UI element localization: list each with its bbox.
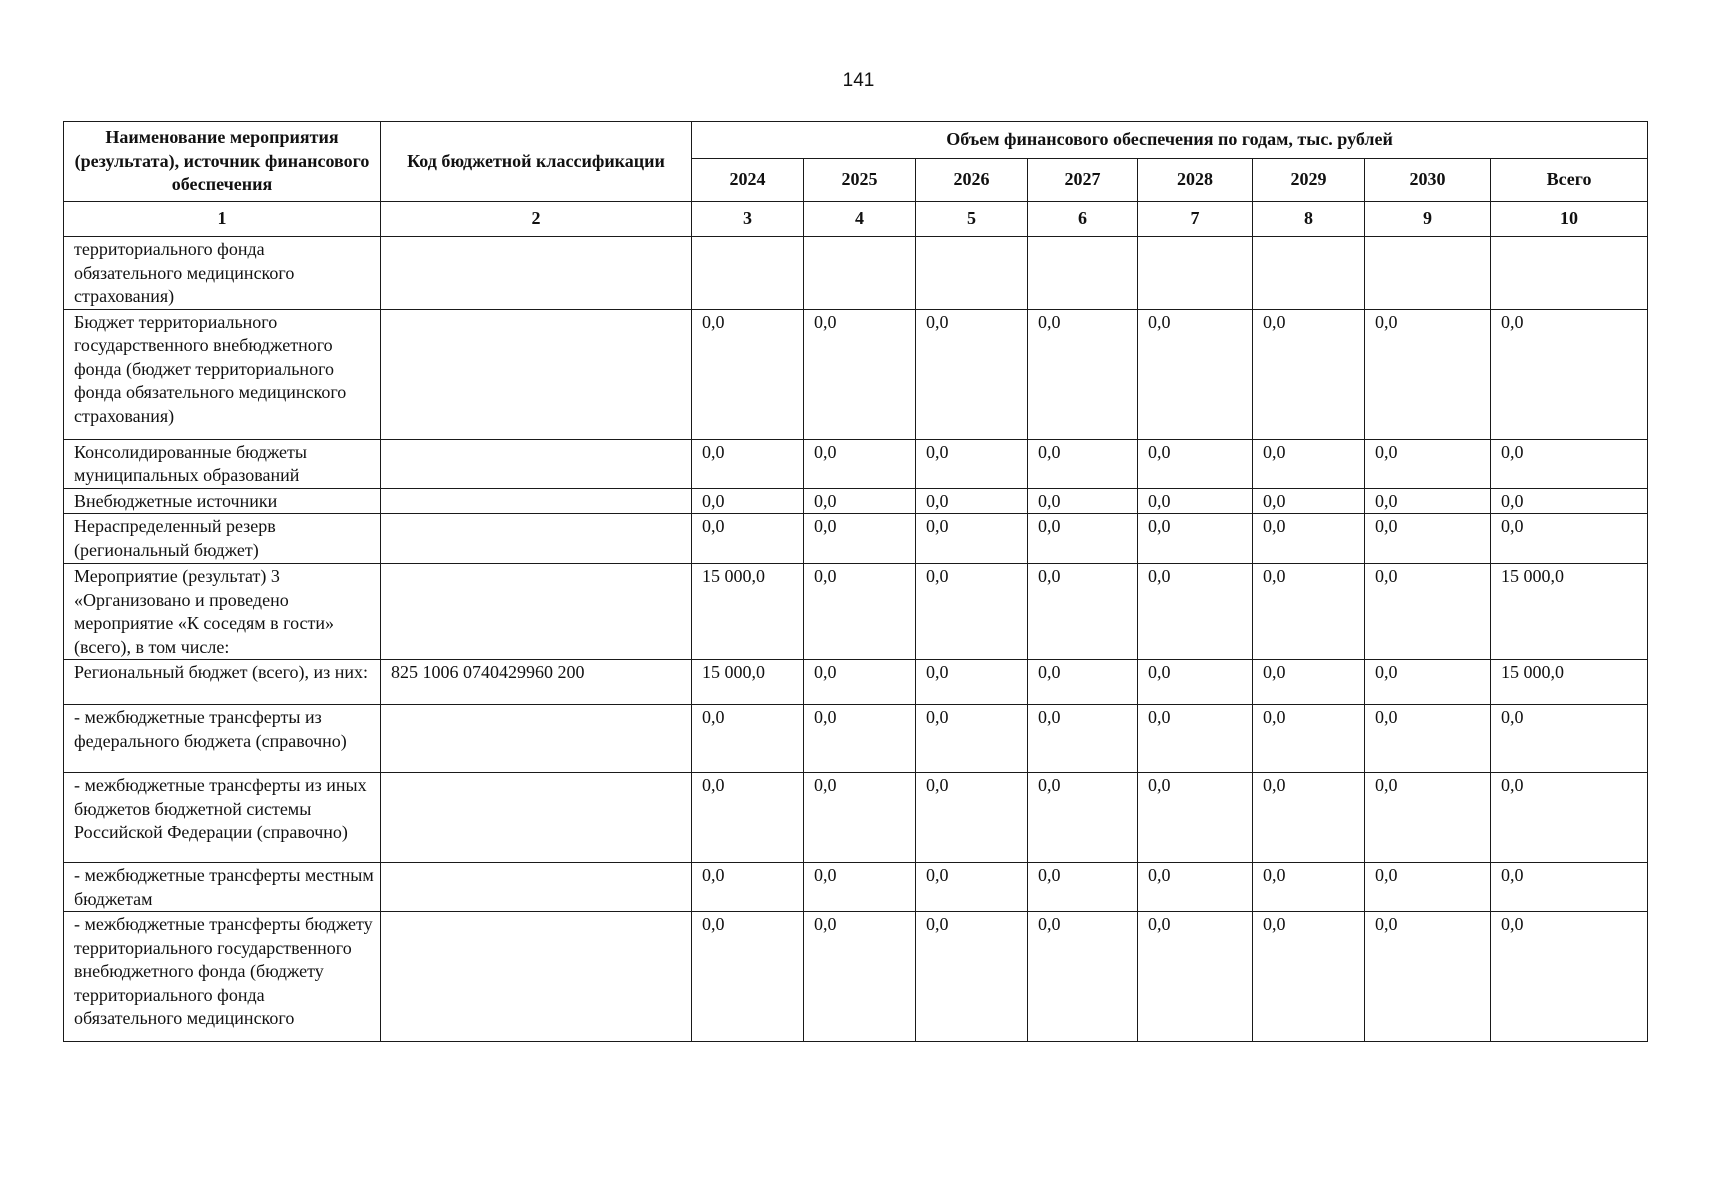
header-year: 2029	[1253, 159, 1365, 202]
row-value-year: 0,0	[1138, 488, 1253, 514]
row-value-year: 0,0	[1365, 660, 1491, 705]
row-value-year: 0,0	[692, 912, 804, 1042]
row-value-year: 0,0	[804, 514, 916, 564]
row-name: Бюджет территориального государственного внебюджетного фонда (бюджет территориального фонда обязательного медицинского страхования)	[64, 309, 381, 439]
row-value-year: 0,0	[1028, 564, 1138, 660]
table-row	[64, 514, 1648, 564]
row-value-year: 0,0	[1253, 514, 1365, 564]
header-year: 2024	[692, 159, 804, 202]
row-budget-code	[381, 705, 692, 773]
row-value-year: 0,0	[1028, 488, 1138, 514]
row-value-year	[1365, 237, 1491, 310]
row-value-total: 0,0	[1491, 439, 1648, 488]
row-value-year: 0,0	[1138, 309, 1253, 439]
row-value-year: 0,0	[1138, 564, 1253, 660]
row-value-total: 0,0	[1491, 912, 1648, 1042]
column-number: 5	[916, 202, 1028, 237]
row-value-year: 0,0	[1253, 863, 1365, 912]
row-value-total	[1491, 237, 1648, 310]
header-year: 2030	[1365, 159, 1491, 202]
table-row	[64, 439, 1648, 488]
row-value-year	[804, 237, 916, 310]
row-budget-code: 825 1006 0740429960 200	[381, 660, 692, 705]
row-value-year: 0,0	[692, 514, 804, 564]
column-number: 7	[1138, 202, 1253, 237]
row-value-total: 0,0	[1491, 705, 1648, 773]
row-name: - межбюджетные трансферты из федерального бюджета (справочно)	[64, 705, 381, 773]
header-code: Код бюджетной классификации	[381, 122, 692, 202]
row-value-year	[692, 237, 804, 310]
row-value-year: 0,0	[1365, 773, 1491, 863]
row-value-total: 0,0	[1491, 773, 1648, 863]
column-number-row	[64, 202, 1648, 237]
row-value-year: 0,0	[804, 660, 916, 705]
row-budget-code	[381, 863, 692, 912]
row-value-year: 0,0	[692, 309, 804, 439]
row-value-year: 0,0	[1138, 660, 1253, 705]
row-value-year: 0,0	[692, 439, 804, 488]
header-year: 2028	[1138, 159, 1253, 202]
row-value-year: 0,0	[1253, 912, 1365, 1042]
header-year: 2027	[1028, 159, 1138, 202]
row-value-year: 0,0	[1253, 705, 1365, 773]
row-value-year	[916, 237, 1028, 310]
row-value-year: 0,0	[1365, 439, 1491, 488]
row-name: Нераспределенный резерв (региональный бюджет)	[64, 514, 381, 564]
table-row	[64, 660, 1648, 705]
row-value-year: 0,0	[804, 912, 916, 1042]
row-value-year: 0,0	[1138, 773, 1253, 863]
table-row	[64, 237, 1648, 310]
table-row	[64, 564, 1648, 660]
row-name: - межбюджетные трансферты местным бюджетам	[64, 863, 381, 912]
row-value-year: 0,0	[1253, 309, 1365, 439]
row-value-year: 0,0	[916, 309, 1028, 439]
row-value-year: 0,0	[1365, 912, 1491, 1042]
row-value-year: 0,0	[1138, 705, 1253, 773]
row-value-year: 0,0	[804, 705, 916, 773]
row-value-year: 0,0	[916, 912, 1028, 1042]
row-name: Консолидированные бюджеты муниципальных образований	[64, 439, 381, 488]
row-value-year: 0,0	[1028, 705, 1138, 773]
header-year: 2026	[916, 159, 1028, 202]
row-value-year: 0,0	[1028, 439, 1138, 488]
row-value-total: 0,0	[1491, 514, 1648, 564]
table-row	[64, 773, 1648, 863]
financing-table	[63, 121, 1648, 1042]
row-value-year	[1138, 237, 1253, 310]
row-value-year: 0,0	[1138, 514, 1253, 564]
row-value-total: 15 000,0	[1491, 564, 1648, 660]
row-value-year: 0,0	[1028, 863, 1138, 912]
row-value-year: 0,0	[1253, 773, 1365, 863]
page-number: 141	[842, 70, 875, 91]
table-row	[64, 488, 1648, 514]
table-row	[64, 309, 1648, 439]
row-value-year: 0,0	[1028, 660, 1138, 705]
row-value-year: 15 000,0	[692, 660, 804, 705]
row-value-year: 0,0	[916, 488, 1028, 514]
row-value-year: 0,0	[916, 660, 1028, 705]
row-value-year: 0,0	[1028, 514, 1138, 564]
row-value-year: 0,0	[804, 773, 916, 863]
row-value-year: 0,0	[692, 863, 804, 912]
row-value-year: 0,0	[1028, 912, 1138, 1042]
row-value-year: 0,0	[1365, 863, 1491, 912]
row-value-year: 0,0	[1253, 439, 1365, 488]
row-value-year: 0,0	[692, 773, 804, 863]
row-budget-code	[381, 237, 692, 310]
row-budget-code	[381, 514, 692, 564]
row-value-year: 0,0	[1253, 564, 1365, 660]
row-value-year: 0,0	[1028, 309, 1138, 439]
header-year: 2025	[804, 159, 916, 202]
row-budget-code	[381, 309, 692, 439]
row-value-year: 0,0	[1365, 564, 1491, 660]
row-budget-code	[381, 773, 692, 863]
row-value-year: 0,0	[916, 564, 1028, 660]
row-value-total: 15 000,0	[1491, 660, 1648, 705]
row-value-year: 0,0	[692, 705, 804, 773]
row-value-year: 0,0	[1138, 912, 1253, 1042]
header-row-top	[64, 122, 1648, 159]
table-row	[64, 912, 1648, 1042]
row-budget-code	[381, 912, 692, 1042]
row-value-year: 15 000,0	[692, 564, 804, 660]
row-value-year: 0,0	[1365, 488, 1491, 514]
row-value-year: 0,0	[692, 488, 804, 514]
row-budget-code	[381, 488, 692, 514]
row-value-year: 0,0	[804, 439, 916, 488]
row-value-year: 0,0	[1365, 514, 1491, 564]
row-value-year: 0,0	[1253, 488, 1365, 514]
row-value-year: 0,0	[804, 863, 916, 912]
header-total: Всего	[1491, 159, 1648, 202]
column-number: 3	[692, 202, 804, 237]
table-row	[64, 705, 1648, 773]
row-value-year: 0,0	[1138, 439, 1253, 488]
column-number: 2	[381, 202, 692, 237]
row-value-year: 0,0	[916, 514, 1028, 564]
row-value-year: 0,0	[916, 863, 1028, 912]
row-name: Мероприятие (результат) 3 «Организовано и проведено мероприятие «К соседям в гости» (всего), в том числе:	[64, 564, 381, 660]
column-number: 8	[1253, 202, 1365, 237]
column-number: 9	[1365, 202, 1491, 237]
table-body	[64, 237, 1648, 1042]
row-budget-code	[381, 564, 692, 660]
row-name: - межбюджетные трансферты бюджету территориального государственного внебюджетного фонда (бюджету территориального фонда обязательного медицинского	[64, 912, 381, 1042]
row-value-year: 0,0	[804, 488, 916, 514]
row-budget-code	[381, 439, 692, 488]
row-value-year	[1253, 237, 1365, 310]
row-name: - межбюджетные трансферты из иных бюджетов бюджетной системы Российской Федерации (справочно)	[64, 773, 381, 863]
row-name: Внебюджетные источники	[64, 488, 381, 514]
column-number: 4	[804, 202, 916, 237]
table-row	[64, 863, 1648, 912]
row-value-year: 0,0	[804, 309, 916, 439]
header-name: Наименование мероприятия (результата), источник финансового обеспечения	[64, 122, 381, 202]
row-value-year: 0,0	[1253, 660, 1365, 705]
row-value-year: 0,0	[1365, 705, 1491, 773]
column-number: 10	[1491, 202, 1648, 237]
header-funding-group: Объем финансового обеспечения по годам, тыс. рублей	[692, 122, 1648, 159]
row-value-year	[1028, 237, 1138, 310]
column-number: 6	[1028, 202, 1138, 237]
column-number: 1	[64, 202, 381, 237]
row-value-total: 0,0	[1491, 488, 1648, 514]
row-value-year: 0,0	[916, 773, 1028, 863]
row-name: территориального фонда обязательного медицинского страхования)	[64, 237, 381, 310]
row-value-year: 0,0	[1028, 773, 1138, 863]
row-value-year: 0,0	[1138, 863, 1253, 912]
row-value-year: 0,0	[916, 705, 1028, 773]
row-name: Региональный бюджет (всего), из них:	[64, 660, 381, 705]
row-value-year: 0,0	[1365, 309, 1491, 439]
row-value-year: 0,0	[804, 564, 916, 660]
row-value-year: 0,0	[916, 439, 1028, 488]
row-value-total: 0,0	[1491, 309, 1648, 439]
row-value-total: 0,0	[1491, 863, 1648, 912]
